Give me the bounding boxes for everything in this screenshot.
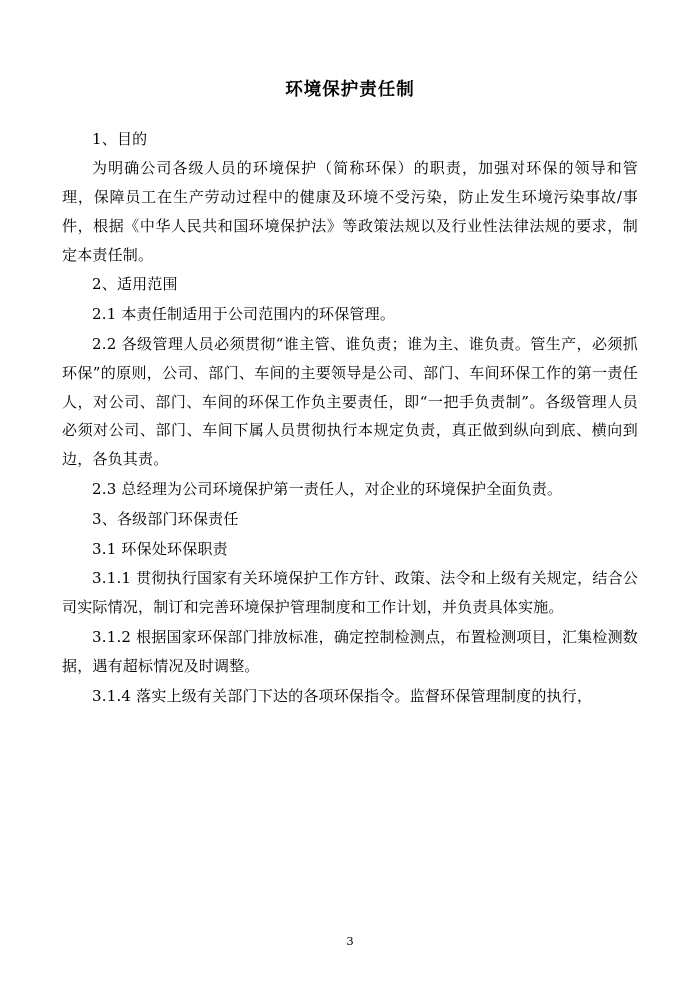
paragraph-2-3: 2.3 总经理为公司环境保护第一责任人，对企业的环境保护全面负责。 (92, 480, 563, 499)
paragraph-3-1-2: 3.1.2 根据国家环保部门排放标准，确定控制检测点，布置检测项目，汇集检测数据，遇有超标情况及时调整。 (62, 628, 638, 675)
paragraph-2-1: 2.1 本责任制适用于公司范围内的环保管理。 (92, 305, 396, 324)
page-title: 环境保护责任制 (285, 80, 415, 100)
paragraph-purpose-body: 为明确公司各级人员的环境保护（简称环保）的职责，加强对环保的领导和管理，保障员工在生产劳动过程中的健康及环境不受污染，防止发生环境污染事故/事件，根据《中华人民共和国环境保护法》等政策法规以及行业性法律法规的要求，制定本责任制。 (62, 159, 638, 264)
page-number: 3 (346, 934, 354, 948)
paragraph-purpose-heading: 1、目的 (92, 129, 148, 148)
paragraph-3-1: 3.1 环保处环保职责 (92, 539, 228, 558)
paragraph-scope-heading: 2、适用范围 (92, 275, 178, 294)
paragraph-3-1-4: 3.1.4 落实上级有关部门下达的各项环保指令。监督环保管理制度的执行， (92, 686, 593, 705)
paragraph-3-1-1: 3.1.1 贯彻执行国家有关环境保护工作方针、政策、法令和上级有关规定，结合公司实际情况，制订和完善环境保护管理制度和工作计划，并负责具体实施。 (62, 569, 638, 617)
paragraph-2-2: 2.2 各级管理人员必须贯彻“谁主管、谁负责；谁为主、谁负责。管生产，必须抓环保”的原则，公司、部门、车间的主要领导是公司、部门、车间环保工作的第一责任人，对公司、部门、车间的环保工作负主要责任，即“一把手负责制”。各级管理人员必须对公司、部门、车间下属人员贯彻执行本规定负责，真正做到纵向到底、横向到边，各负其责。 (62, 335, 638, 469)
paragraph-departments-heading: 3、各级部门环保责任 (92, 509, 239, 528)
